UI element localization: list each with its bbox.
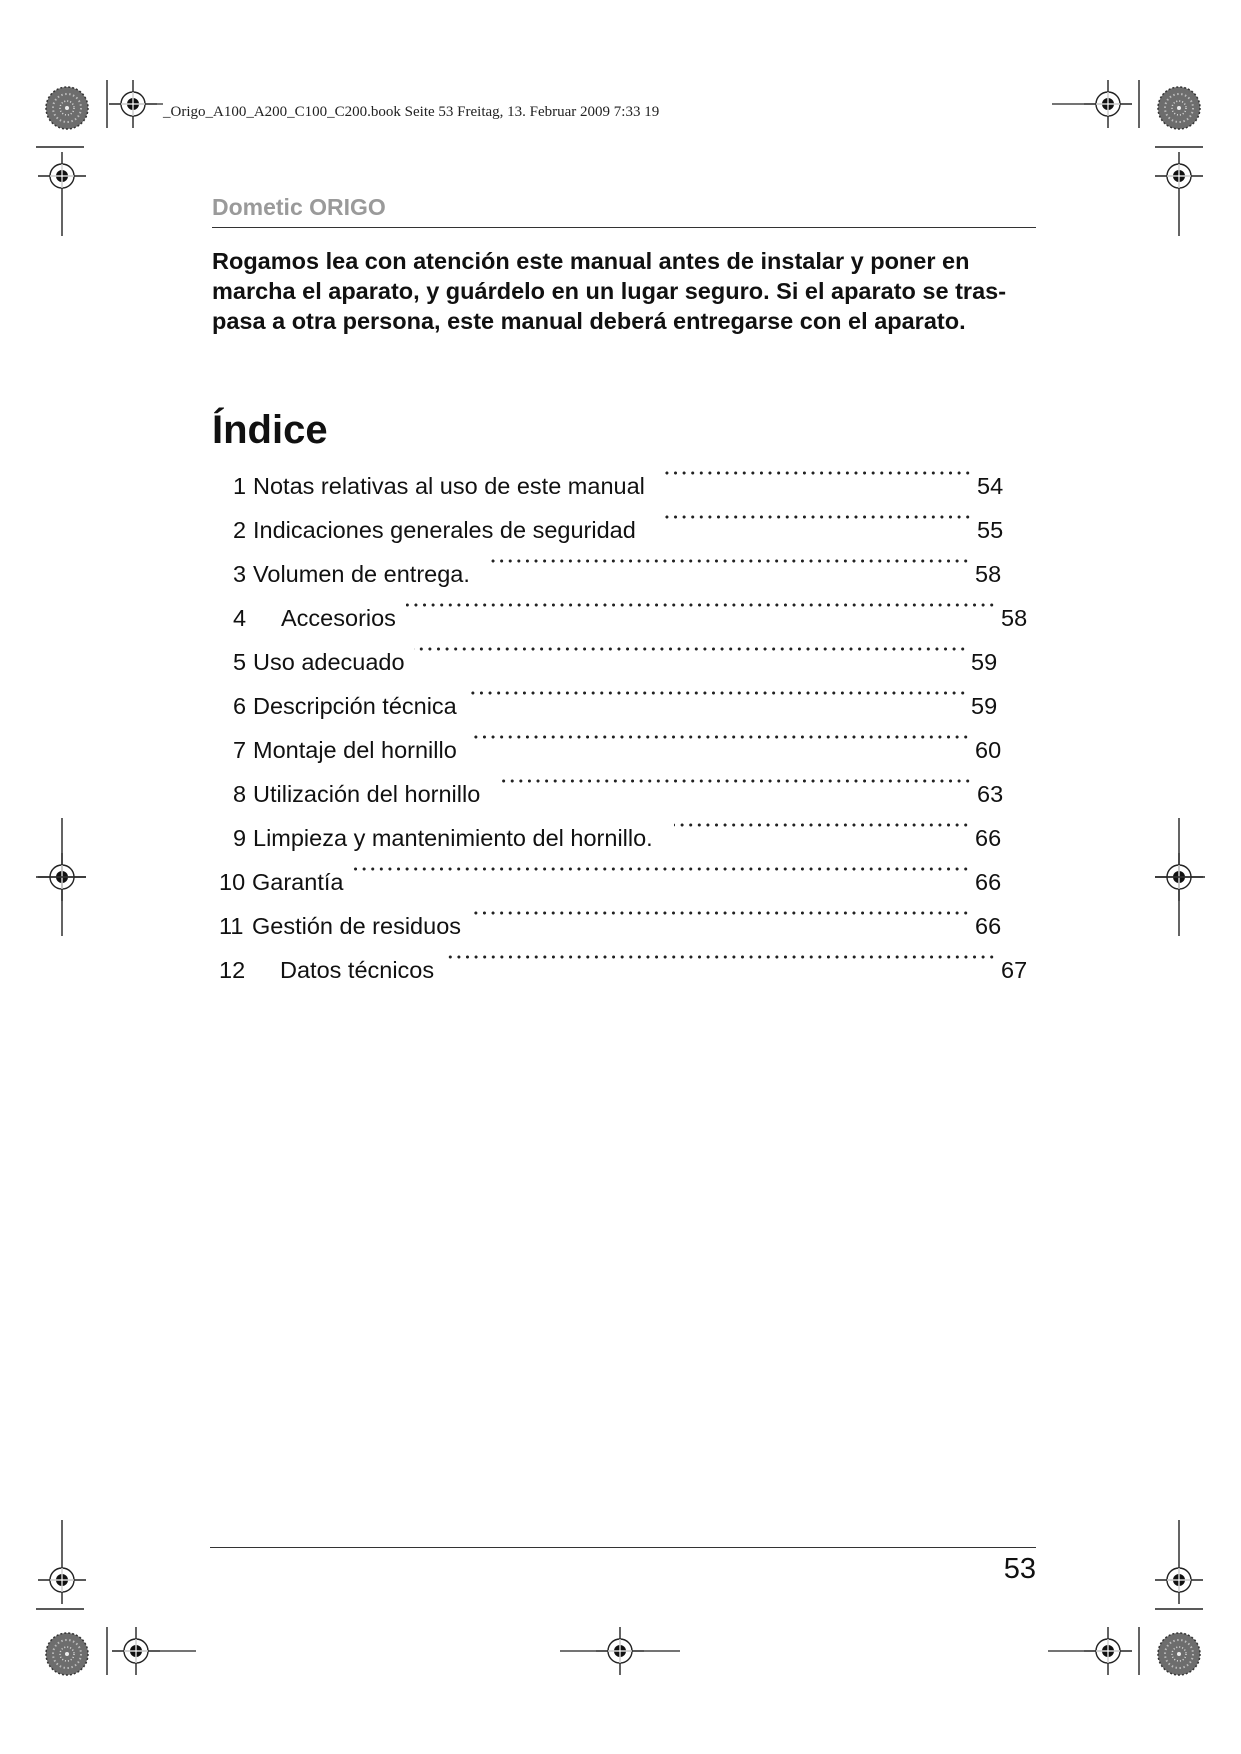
page-number: 53	[1003, 1553, 1036, 1585]
toc-entry-page: 66	[975, 869, 1002, 895]
color-target-icon	[46, 1633, 88, 1675]
running-header-brand: Dometic ORIGO	[212, 194, 386, 220]
intro-notice	[212, 246, 1042, 336]
footer-rule	[210, 1547, 1036, 1548]
toc-leader	[470, 735, 970, 739]
toc-entry-title: Indicaciones generales de seguridad	[253, 517, 636, 543]
toc-entry-title: Limpieza y mantenimiento del hornillo.	[253, 825, 653, 851]
toc-entry-number: 10	[219, 869, 246, 895]
intro-line: pasa a otra persona, este manual deberá entregarse con el aparato.	[212, 308, 966, 334]
toc-entry-page: 59	[971, 649, 998, 675]
toc-entry-title: Descripción técnica	[253, 693, 457, 719]
toc-entry-number: 7	[233, 737, 247, 763]
toc-heading: Índice	[212, 408, 328, 452]
toc-entry-number: 4	[233, 605, 247, 631]
toc-entry-number: 8	[233, 781, 247, 807]
toc-entry-number: 9	[233, 825, 247, 851]
intro-line: Rogamos lea con atención este manual antes de instalar y poner en	[212, 248, 970, 274]
header-rule	[212, 227, 1036, 228]
toc-entry-page: 59	[971, 693, 998, 719]
print-slug: _Origo_A100_A200_C100_C200.book Seite 53 Freitag, 13. Februar 2009 7:33 19	[163, 104, 660, 120]
toc-leader	[468, 691, 967, 695]
toc-entry-title: Datos técnicos	[280, 957, 435, 983]
toc-entry-title: Volumen de entrega.	[253, 561, 470, 587]
toc-entry-page: 66	[975, 825, 1002, 851]
color-target-icon	[46, 87, 88, 129]
toc-entry-number: 12	[219, 957, 246, 983]
toc-entry-number: 1	[233, 473, 247, 499]
toc-leader	[488, 559, 970, 563]
toc-leader	[674, 823, 970, 827]
toc-entry-title: Accesorios	[281, 605, 396, 631]
toc-entry-page: 58	[1001, 605, 1028, 631]
toc-entry-page: 67	[1001, 957, 1028, 983]
toc-entry-title: Gestión de residuos	[252, 913, 462, 939]
toc-entry-title: Montaje del hornillo	[253, 737, 457, 763]
toc-entry-number: 3	[233, 561, 247, 587]
toc-entry-page: 54	[977, 473, 1004, 499]
toc-entry-number: 2	[233, 517, 247, 543]
toc-entry-page: 58	[975, 561, 1002, 587]
toc-entry-number: 11	[219, 913, 244, 939]
toc-entry-page: 60	[975, 737, 1002, 763]
toc-entry-page: 55	[977, 517, 1004, 543]
color-target-icon	[1158, 87, 1200, 129]
toc-entry-number: 5	[233, 649, 247, 675]
toc-entry-title: Uso adecuado	[253, 649, 405, 675]
toc-leader	[414, 647, 967, 651]
toc-leader	[406, 603, 996, 607]
intro-line: marcha el aparato, y guárdelo en un lugar seguro. Si el aparato se tras-	[212, 278, 1007, 304]
color-target-icon	[1158, 1633, 1200, 1675]
toc-leader	[472, 911, 970, 915]
toc-entry-title: Garantía	[252, 869, 344, 895]
toc-leader	[660, 515, 972, 519]
toc-entry-number: 6	[233, 693, 247, 719]
toc-entry-page: 66	[975, 913, 1002, 939]
toc-leader	[664, 471, 972, 475]
toc-leader	[350, 867, 970, 871]
toc-leader	[502, 779, 972, 783]
toc-leader	[444, 955, 996, 959]
toc-entry-title: Utilización del hornillo	[253, 781, 481, 807]
toc-entry-title: Notas relativas al uso de este manual	[253, 473, 645, 499]
toc-entry-page: 63	[977, 781, 1004, 807]
